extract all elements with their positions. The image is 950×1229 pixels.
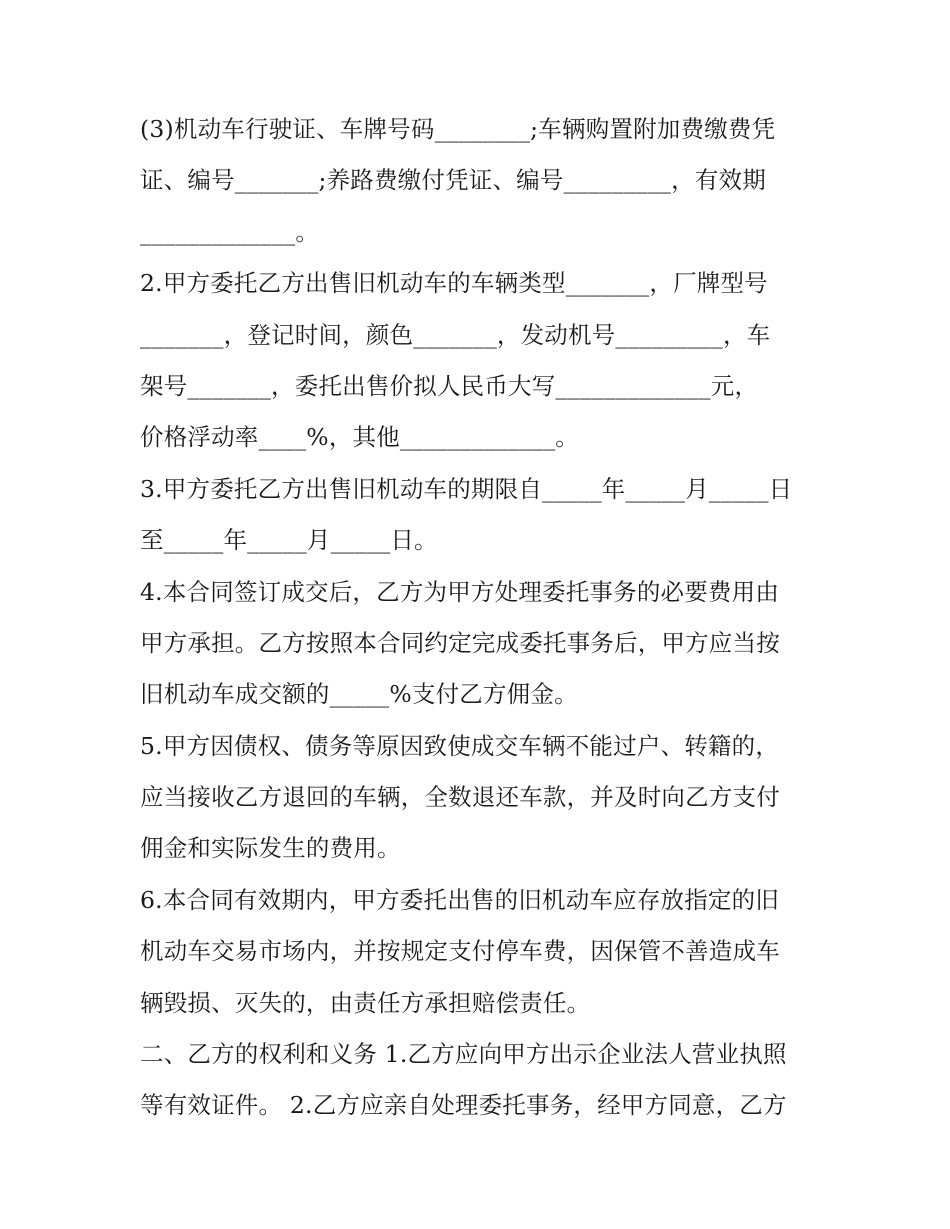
text-line: 应当接收乙方退回的车辆，全数退还车款，并及时向乙方支付	[140, 783, 780, 812]
text-line: 至_____年_____月_____日。	[140, 526, 438, 555]
text-line: 等有效证件。 2.乙方应亲自处理委托事务，经甲方同意，乙方	[140, 1091, 787, 1120]
text-line: 架号_______，委托出售价拟人民币大写_____________元，	[140, 371, 759, 400]
text-line: 证、编号_______;养路费缴付凭证、编号_________，有效期	[140, 166, 766, 195]
document-body	[140, 104, 820, 1132]
text-line: 2.甲方委托乙方出售旧机动车的车辆类型_______，厂牌型号	[140, 269, 768, 298]
text-line: 旧机动车成交额的_____%支付乙方佣金。	[140, 680, 578, 709]
text-line: (3)机动车行驶证、车牌号码________;车辆购置附加费缴费凭	[140, 115, 776, 143]
text-line: 辆毁损、灭失的，由责任方承担赔偿责任。	[140, 988, 591, 1017]
text-line: 机动车交易市场内，并按规定支付停车费，因保管不善造成车	[140, 937, 780, 966]
text-line: 3.甲方委托乙方出售旧机动车的期限自_____年_____月_____日	[140, 474, 793, 503]
text-line: 价格浮动率____%，其他_____________。	[140, 423, 579, 452]
text-line: 佣金和实际发生的费用。	[140, 834, 401, 863]
text-line: 5.甲方因债权、债务等原因致使成交车辆不能过户、转籍的，	[140, 731, 780, 760]
text-line: 二、乙方的权利和义务 1.乙方应向甲方出示企业法人营业执照	[140, 1040, 787, 1069]
text-line: _____________。	[140, 217, 320, 246]
text-line: 6.本合同有效期内，甲方委托出售的旧机动车应存放指定的旧	[140, 885, 780, 914]
text-line: _______，登记时间，颜色_______，发动机号_________，车	[140, 320, 771, 349]
text-line: 甲方承担。乙方按照本合同约定完成委托事务后，甲方应当按	[140, 628, 780, 657]
text-line: 4.本合同签订成交后，乙方为甲方处理委托事务的必要费用由	[140, 577, 780, 606]
